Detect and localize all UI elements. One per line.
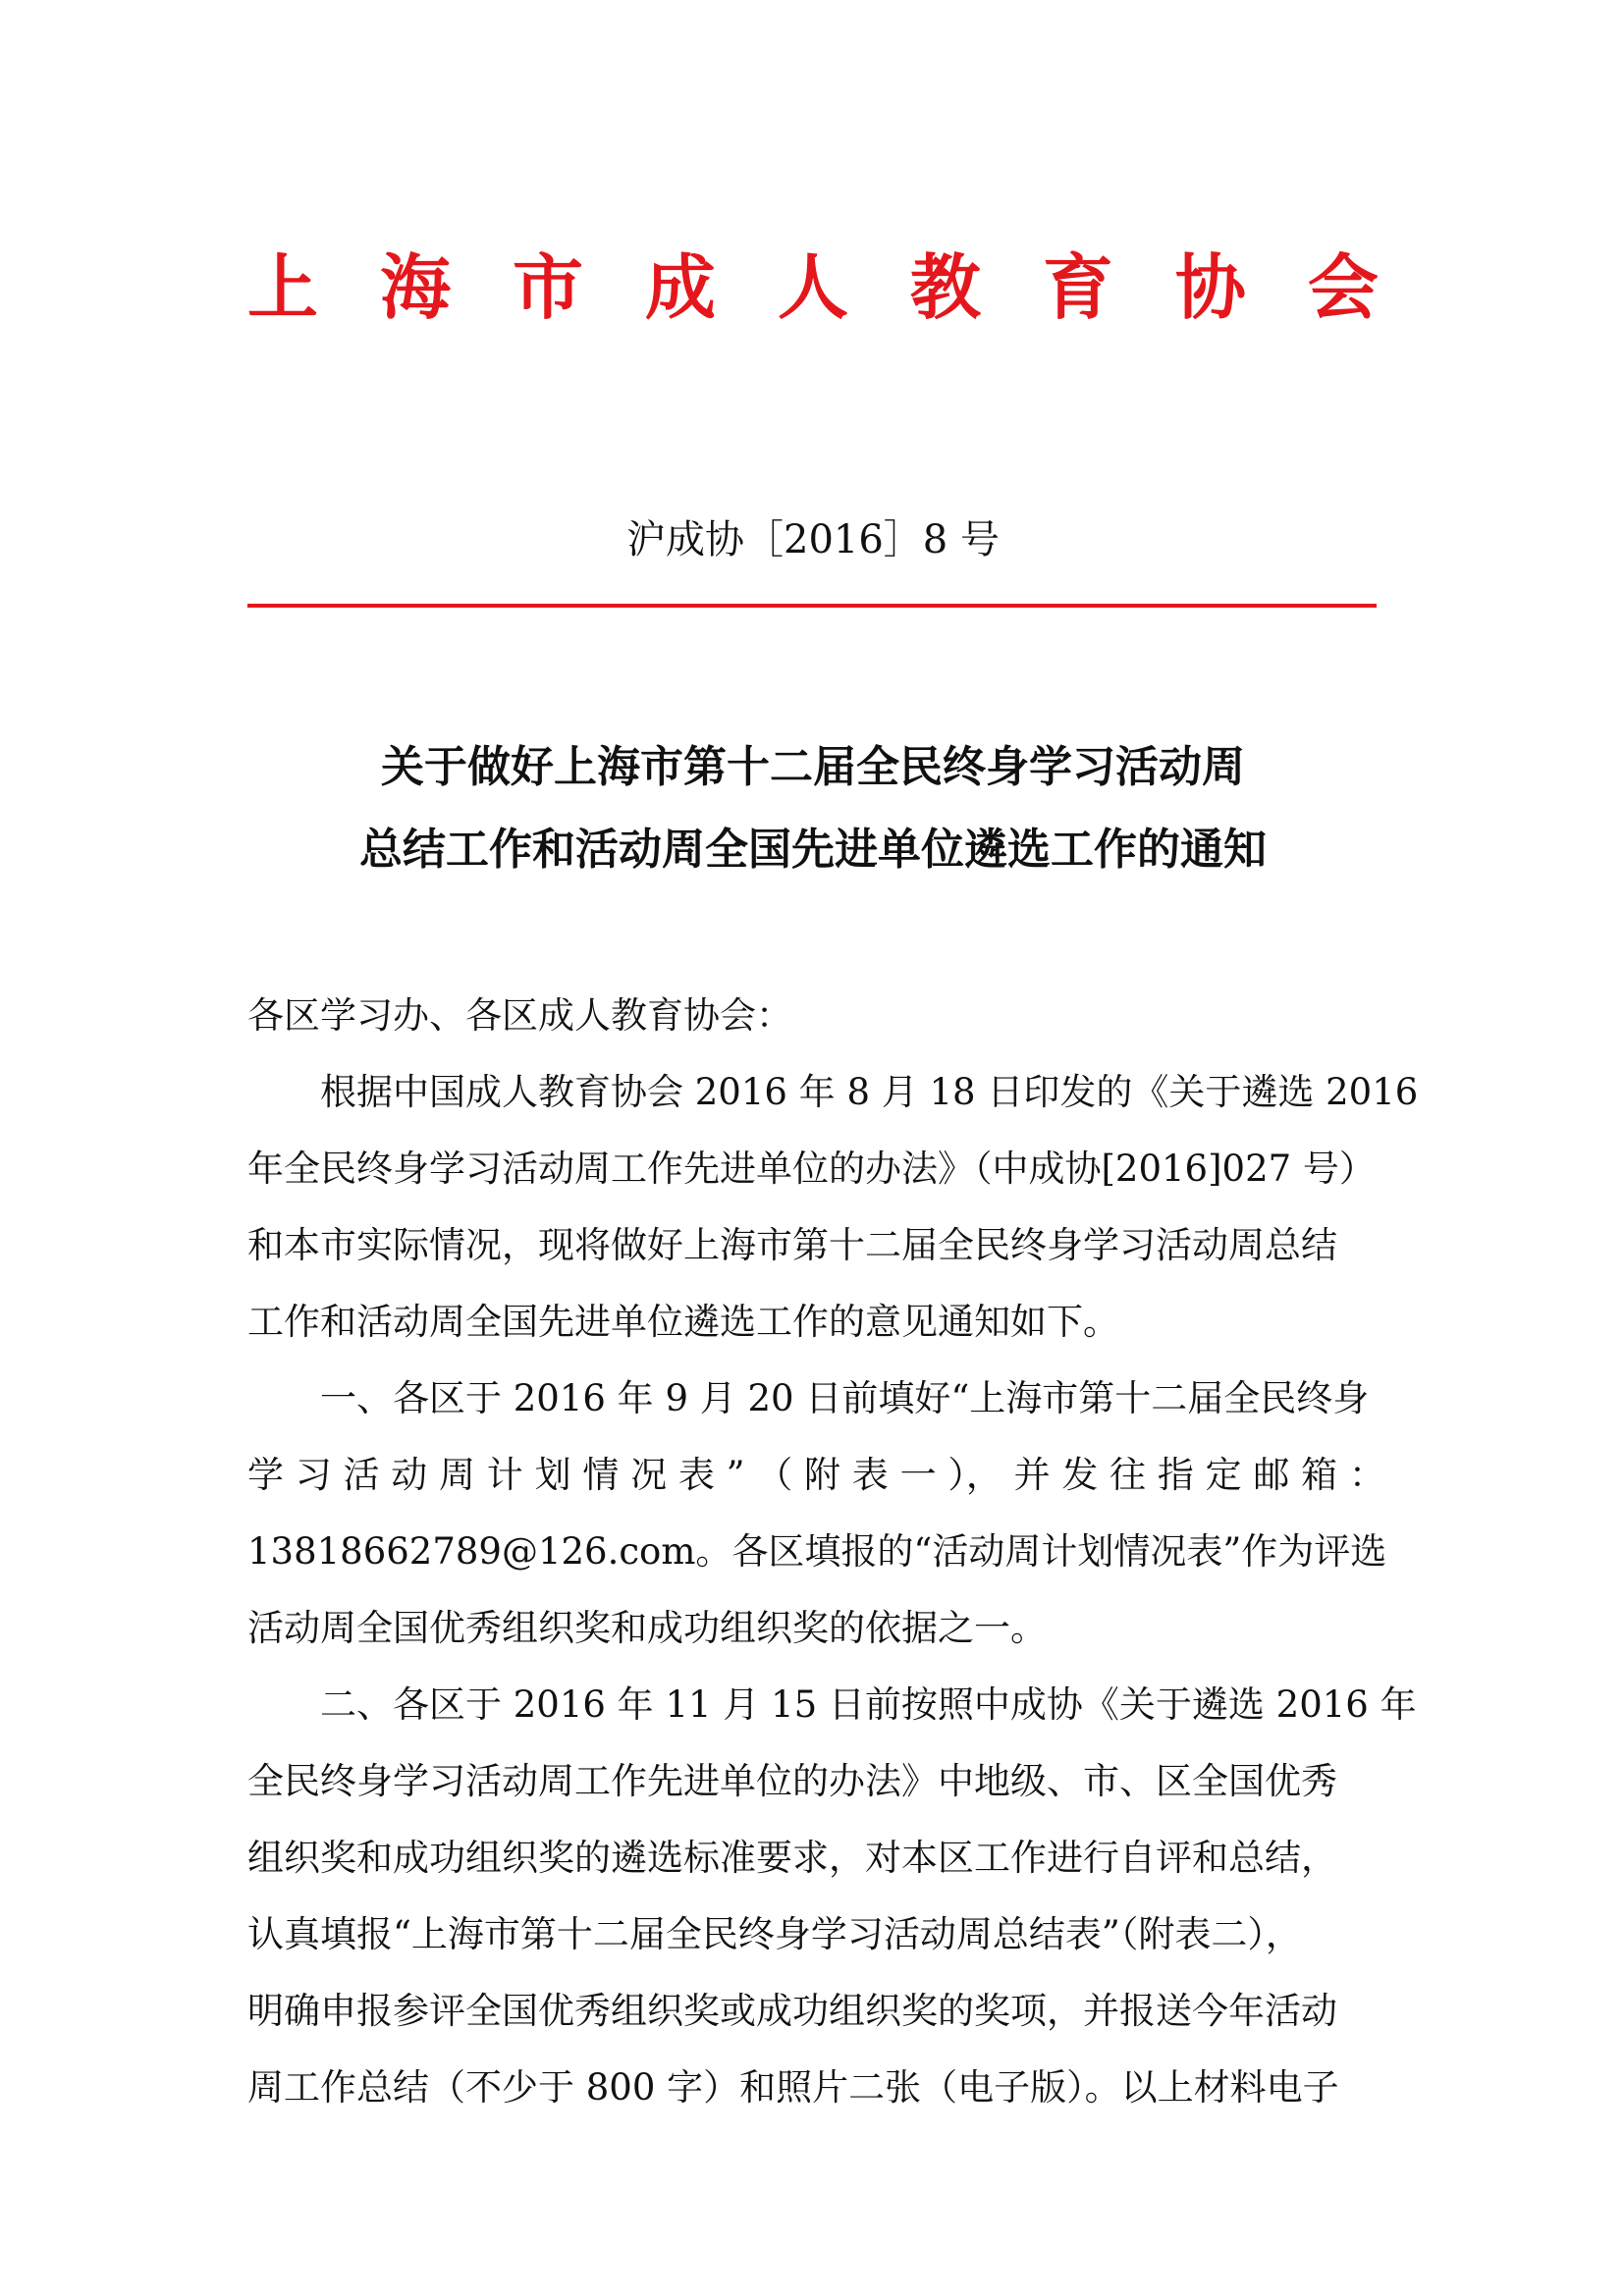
paragraph-line: 全民终身学习活动周工作先进单位的办法》中地级、市、区全国优秀 — [247, 1760, 1337, 1802]
paragraph-line: 明确申报参评全国优秀组织奖或成功组织奖的奖项，并报送今年活动 — [247, 1990, 1337, 2032]
org-title-char: 协 — [1174, 245, 1246, 329]
org-title-char: 育 — [1042, 245, 1113, 329]
paragraph-line: 认真填报“上海市第十二届全民终身学习活动周总结表”（附表二）， — [247, 1913, 1302, 1955]
paragraph-line: 13818662789@126.com。各区填报的“活动周计划情况表”作为评选 — [247, 1530, 1387, 1573]
paragraph-line: 和本市实际情况，现将做好上海市第十二届全民终身学习活动周总结 — [247, 1224, 1337, 1266]
document-number: 沪成协［2016］8 号 — [626, 517, 1000, 562]
notice-title-line: 总结工作和活动周全国先进单位遴选工作的通知 — [359, 825, 1267, 875]
salutation: 各区学习办、各区成人教育协会： — [247, 994, 792, 1037]
notice-title — [247, 726, 1379, 891]
org-title-char: 成 — [644, 245, 716, 329]
paragraph-line: 二、各区于 2016 年 11 月 15 日前按照中成协《关于遴选 2016 年 — [320, 1683, 1417, 1726]
body-text — [247, 978, 1419, 2126]
paragraph-line: 活动周全国优秀组织奖和成功组织奖的依据之一。 — [247, 1607, 1047, 1649]
notice-title-line: 关于做好上海市第十二届全民终身学习活动周 — [381, 742, 1245, 792]
org-title-char: 上 — [247, 245, 319, 329]
paragraph-line: 学 习 活 动 周 计 划 情 况 表 ” （ 附 表 一 ）， 并 发 往 指 定 邮 箱 ： — [247, 1454, 1385, 1496]
org-title-char: 市 — [512, 245, 583, 329]
organization-title — [247, 243, 1379, 332]
org-title-char: 海 — [379, 245, 451, 329]
paragraph-line: 工作和活动周全国先进单位遴选工作的意见通知如下。 — [247, 1301, 1119, 1343]
org-title-char: 教 — [909, 245, 981, 329]
paragraph-line: 年全民终身学习活动周工作先进单位的办法》（中成协[2016]027 号） — [247, 1148, 1376, 1190]
paragraph-line: 组织奖和成功组织奖的遴选标准要求，对本区工作进行自评和总结， — [247, 1837, 1337, 1879]
paragraph-line: 周工作总结（不少于 800 字）和照片二张（电子版）。以上材料电子 — [247, 2066, 1339, 2109]
paragraph-line: 根据中国成人教育协会 2016 年 8 月 18 日印发的《关于遴选 2016 — [320, 1071, 1419, 1113]
org-title-char: 会 — [1307, 245, 1379, 329]
red-divider-line — [247, 604, 1377, 608]
paragraph-line: 一、各区于 2016 年 9 月 20 日前填好“上海市第十二届全民终身 — [320, 1377, 1370, 1419]
org-title-char: 人 — [777, 245, 848, 329]
